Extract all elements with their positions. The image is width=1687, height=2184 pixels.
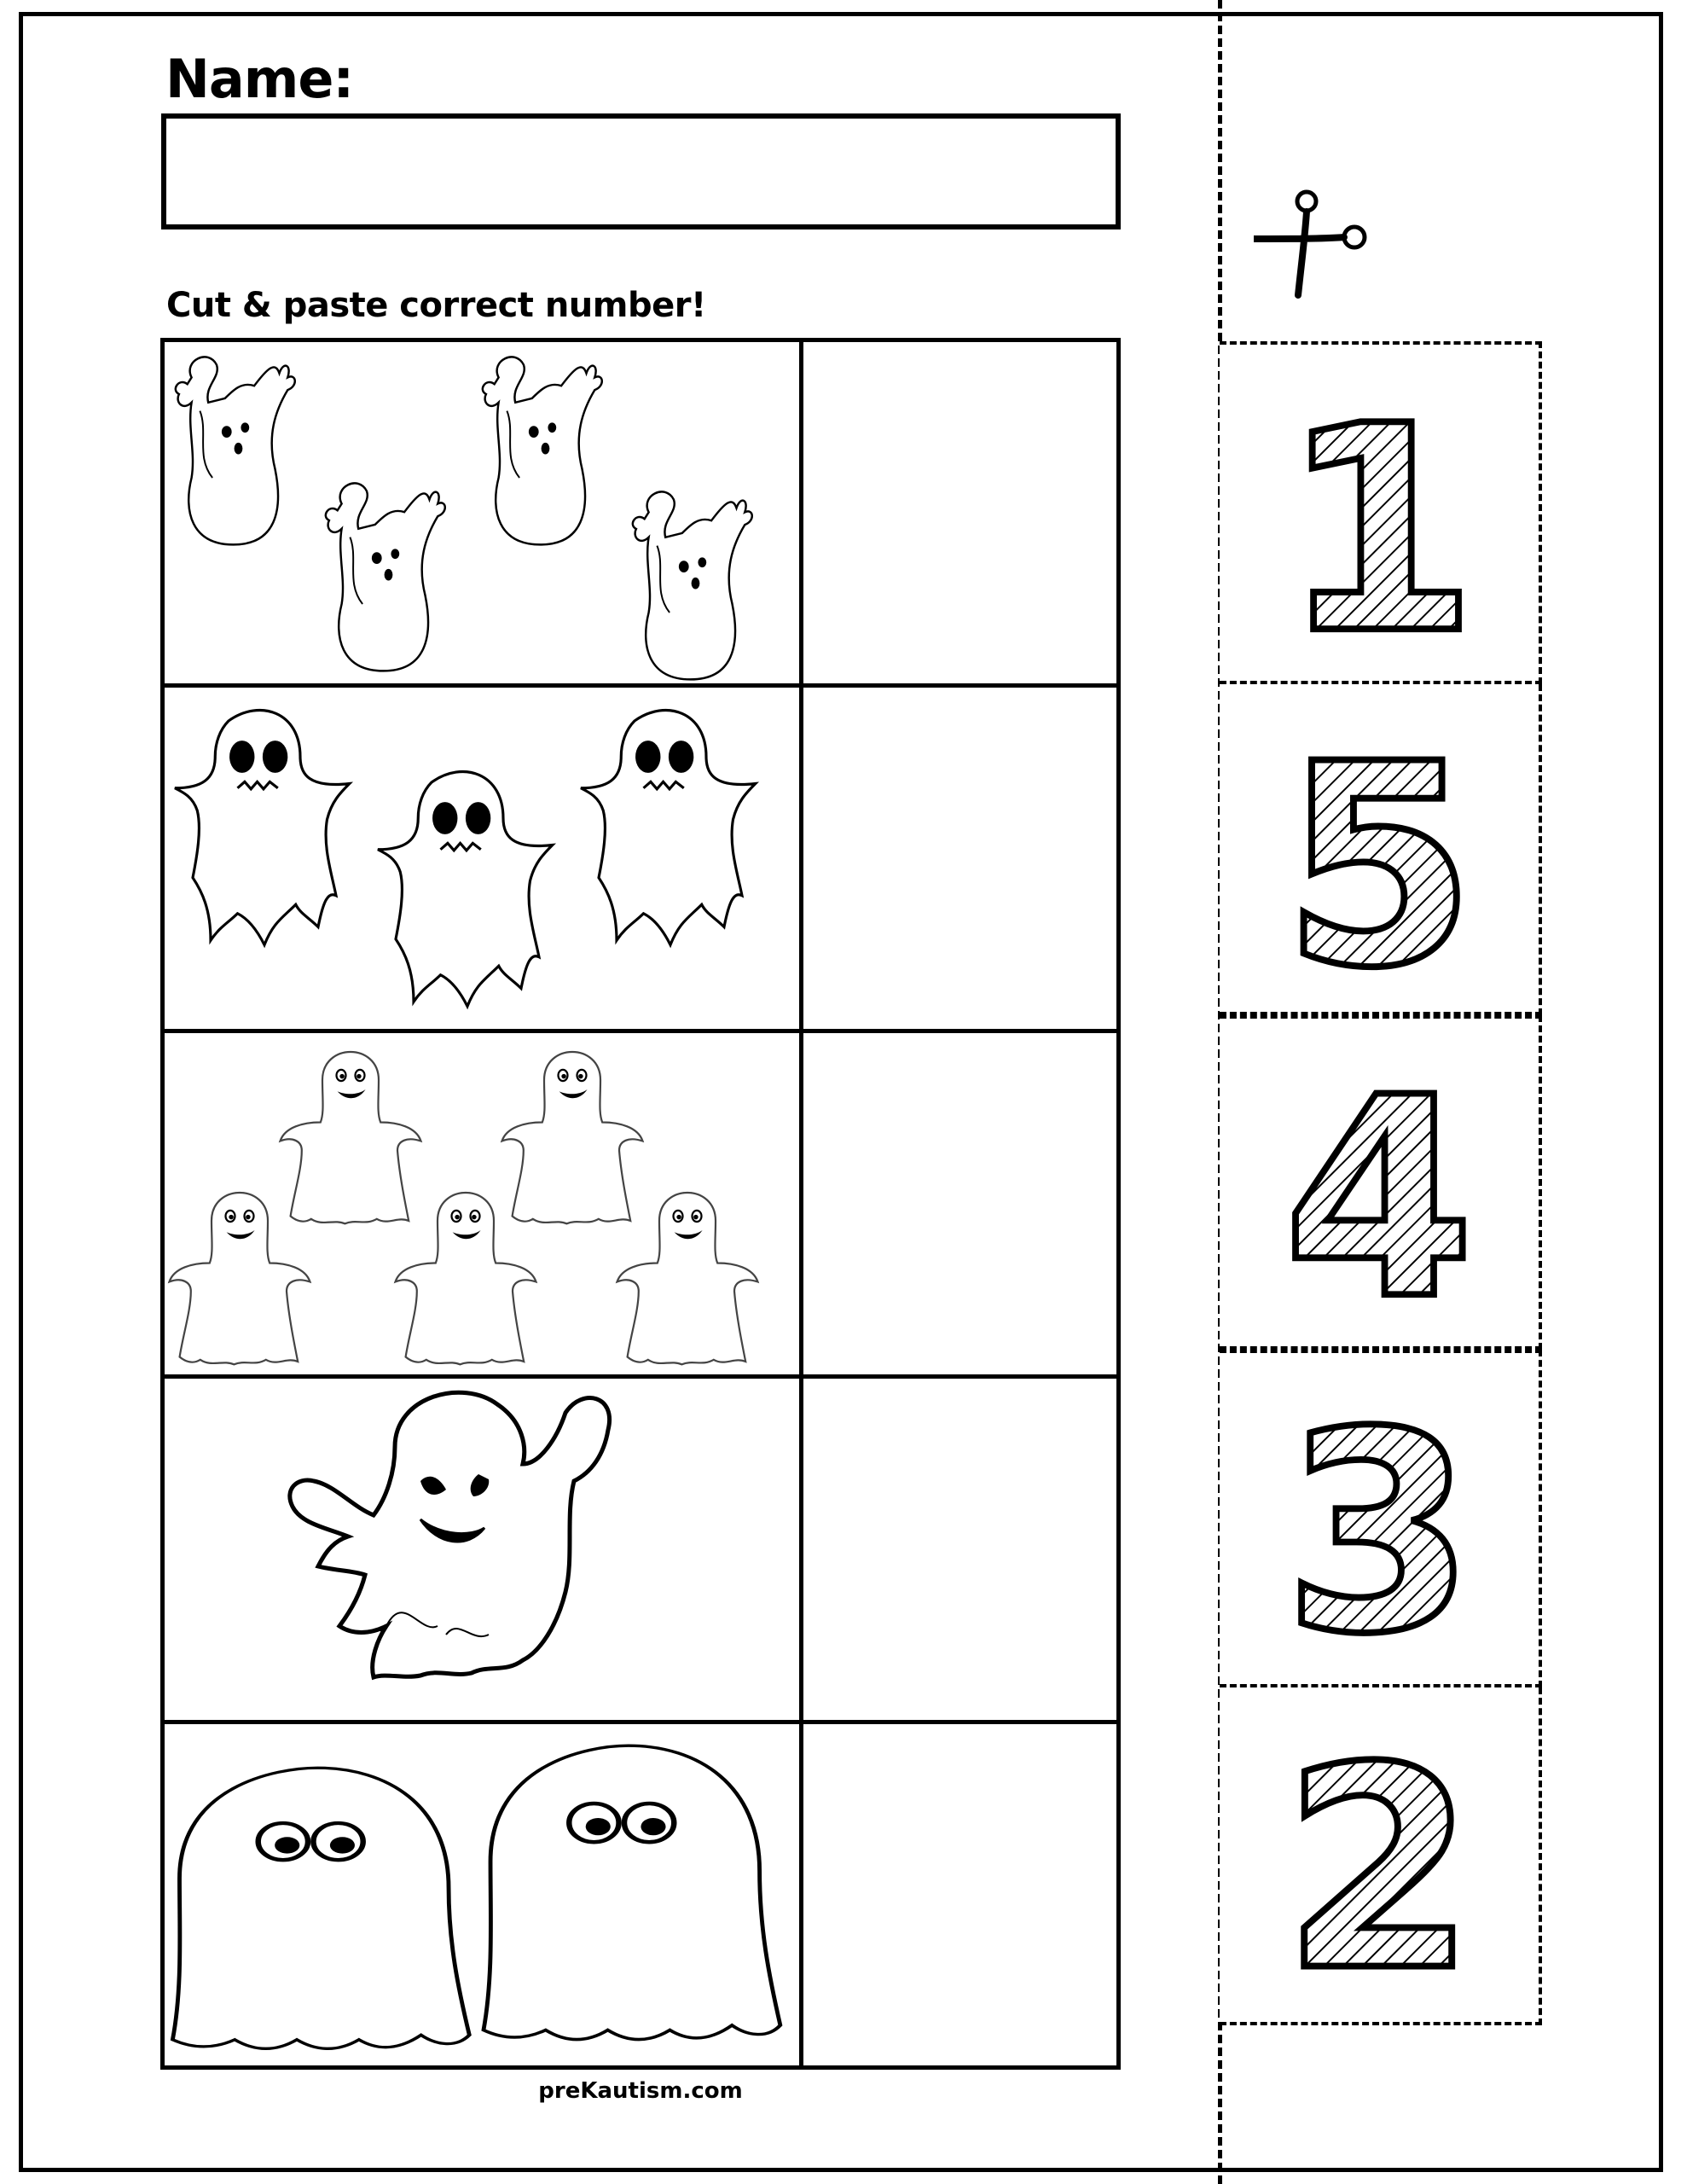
picture-cell-5 <box>165 1724 799 2065</box>
number-card-digit: 2 <box>1282 1708 1476 2022</box>
answer-box-4[interactable] <box>803 1379 1116 1720</box>
number-card-3[interactable] <box>1220 1350 1542 1687</box>
skull-ghost-group <box>165 688 799 1029</box>
footer-website: preKautism.com <box>538 2078 743 2104</box>
number-card-4[interactable] <box>1220 1015 1542 1350</box>
number-card-1[interactable] <box>1220 341 1542 684</box>
ghost-3 <box>483 357 602 544</box>
ghost-3 <box>170 1193 310 1364</box>
instruction-text: Cut & paste correct number! <box>166 286 706 325</box>
name-field[interactable] <box>161 113 1121 229</box>
picture-cell-3 <box>165 1033 799 1374</box>
smiling-ghost-group <box>165 1033 799 1374</box>
ghost-5 <box>617 1193 758 1364</box>
ghost-2 <box>378 772 553 1007</box>
answer-box-5[interactable] <box>803 1724 1116 2065</box>
picture-cell-1 <box>165 342 799 683</box>
waving-ghost-group <box>165 342 799 683</box>
ghost-1 <box>281 1052 421 1223</box>
number-card-digit: 5 <box>1282 705 1476 1012</box>
counting-grid <box>160 338 1121 2070</box>
ghost-2 <box>502 1052 643 1223</box>
number-card-digit: 3 <box>1283 1374 1475 1684</box>
picture-cell-4 <box>165 1379 799 1720</box>
big-grinning-ghost <box>165 1379 799 1720</box>
ghost-3 <box>581 711 756 945</box>
ghost-2 <box>484 1745 780 2039</box>
ghost-4 <box>633 491 752 679</box>
number-card-digit: 1 <box>1280 365 1478 681</box>
picture-cell-2 <box>165 688 799 1029</box>
ghost-1 <box>175 711 350 945</box>
number-card-2[interactable] <box>1220 1687 1542 2025</box>
round-eyed-ghost-group <box>165 1724 799 2065</box>
answer-box-3[interactable] <box>803 1033 1116 1374</box>
number-card-5[interactable] <box>1220 684 1542 1015</box>
answer-box-1[interactable] <box>803 342 1116 683</box>
scissors-icon <box>1254 186 1373 305</box>
number-card-digit: 4 <box>1283 1039 1475 1346</box>
name-label: Name: <box>165 48 354 110</box>
ghost-1 <box>176 357 295 544</box>
ghost-2 <box>326 483 445 671</box>
ghost-1 <box>172 1768 469 2048</box>
answer-box-2[interactable] <box>803 688 1116 1029</box>
